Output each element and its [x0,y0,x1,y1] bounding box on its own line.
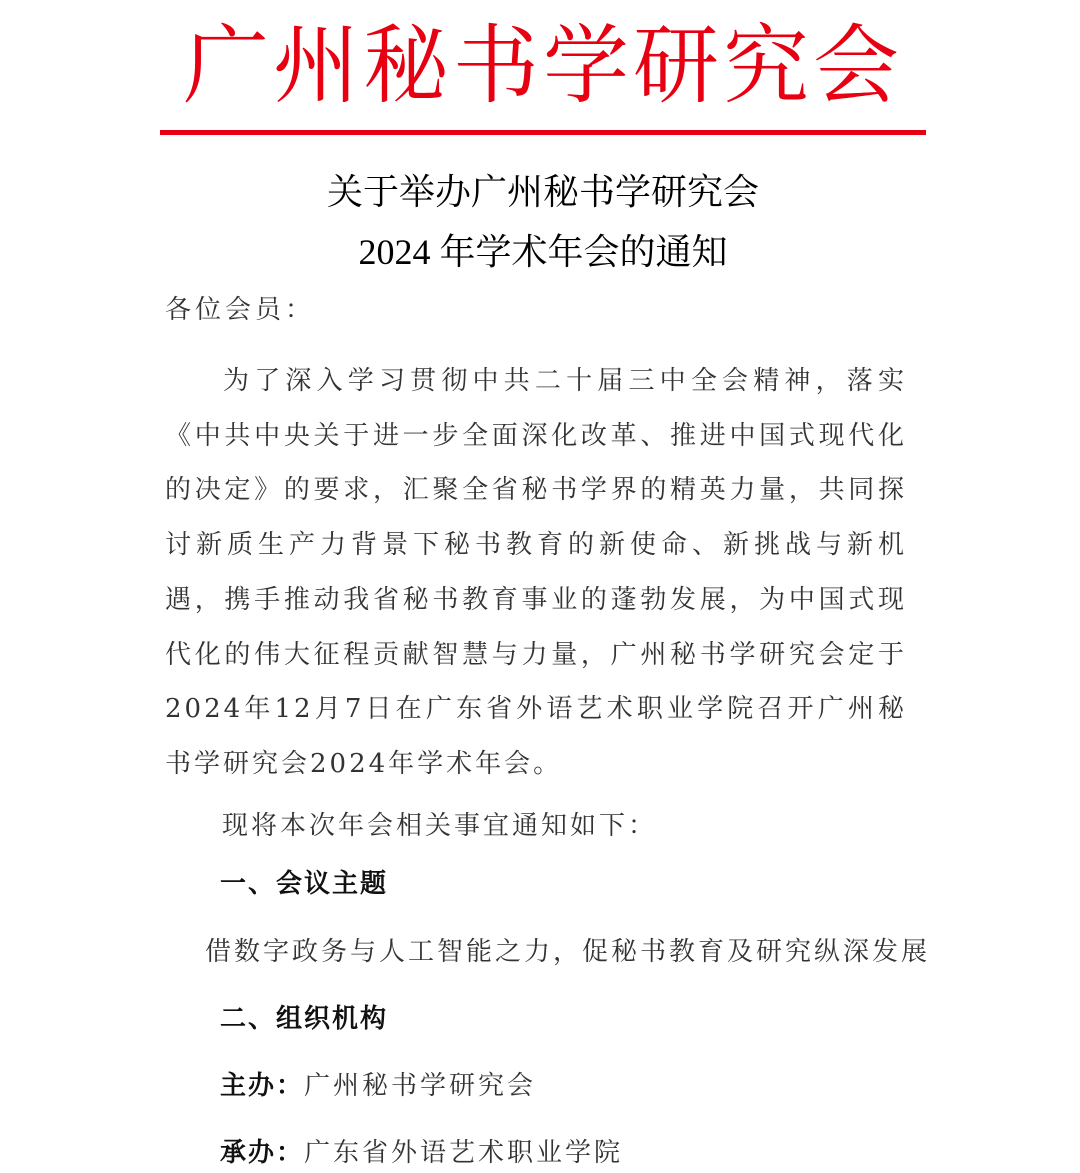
organizer-value: 广州秘书学研究会 [304,1071,537,1101]
host-value: 广东省外语艺术职业学院 [304,1138,624,1168]
section-heading-organization: 二、组织机构 [220,1004,389,1034]
letterhead-red-divider [160,130,926,135]
notice-title-line-1: 关于举办广州秘书学研究会 [326,172,759,212]
org-letterhead-title: 广州秘书学研究会 [183,18,903,114]
lead-in-text: 现将本次年会相关事宜通知如下： [222,811,658,841]
body-paragraph: 为了深入学习贯彻中共二十届三中全会精神，落实《中共中央关于进一步全面深化改革、推进中国式现代化的决定》的要求，汇聚全省秘书学界的精英力量，共同探讨新质生产力背景下秘书教育的新使命、新挑战与新机遇，携手推动我省秘书教育事业的蓬勃发展，为中国式现代化的伟大征程贡献智慧与力量，广州秘书学研究会定于2024年12月7日在广东省外语艺术职业学院召开广州秘书学研究会2024年学术年会。 [165,366,907,779]
host-row [220,1133,623,1173]
host-label: 承办： [220,1138,305,1168]
notice-title-line-2: 2024 年学术年会的通知 [358,232,728,272]
organizer-row [220,1066,536,1106]
organizer-label: 主办： [220,1071,305,1101]
meeting-theme-text: 借数字政务与人工智能之力，促秘书教育及研究纵深发展 [205,937,931,967]
section-heading-theme: 一、会议主题 [220,869,389,899]
salutation: 各位会员： [165,295,316,325]
